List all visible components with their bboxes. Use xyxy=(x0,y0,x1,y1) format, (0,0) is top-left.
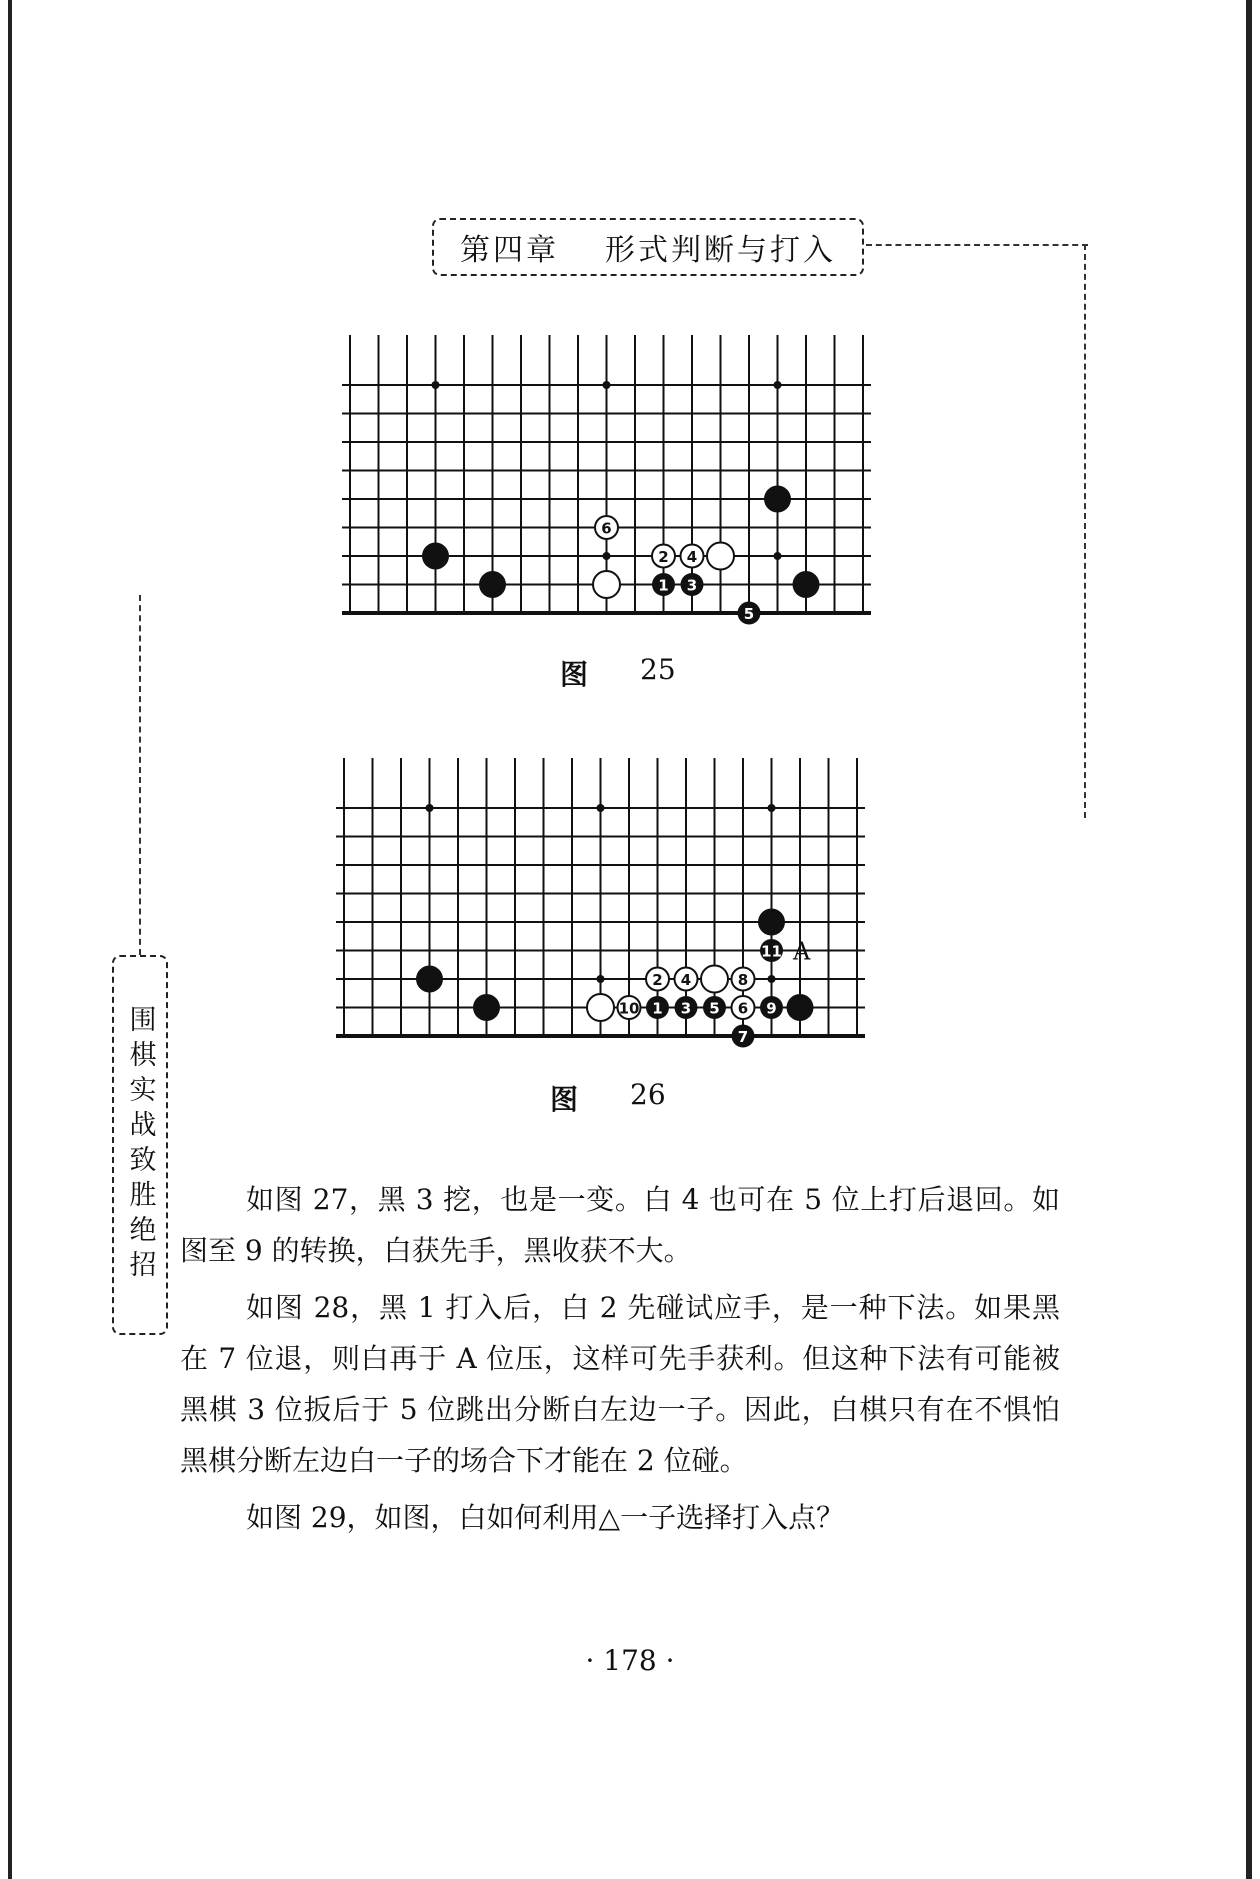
header-leader-line xyxy=(866,244,1088,246)
star-point xyxy=(432,381,440,389)
move-number: 6 xyxy=(737,999,749,1018)
white-stone xyxy=(701,966,728,993)
black-stone xyxy=(758,909,785,936)
chapter-header xyxy=(432,218,864,276)
move-number: 2 xyxy=(658,548,669,566)
paragraph: 如图 27，黑 3 挖，也是一变。白 4 也可在 5 位上打后退回。如图至 9 的转换，白获先手，黑收获不大。 xyxy=(180,1183,1060,1267)
move-number: 4 xyxy=(680,971,692,989)
black-stone xyxy=(479,571,506,598)
figure-25-caption xyxy=(560,653,676,693)
chapter-number: 第四章 xyxy=(460,233,559,268)
black-stone xyxy=(764,486,791,513)
paragraph: 如图 28，黑 1 打入后，白 2 先碰试应手，是一种下法。如果黑在 7 位退，则白再于 A 位压，这样可先手获利。但这种下法有可能被黑棋 3 位扳后于 5 位跳出分断白左边一子。因此，白棋只有在不惧怕黑棋分断左边白一子的场合下才能在 2 位碰。 xyxy=(180,1291,1060,1477)
go-board-figure-25 xyxy=(340,335,900,629)
figure-number: 26 xyxy=(630,1078,666,1111)
move-number: 4 xyxy=(686,548,698,566)
star-point xyxy=(774,552,782,560)
star-point xyxy=(774,381,782,389)
move-number: 1 xyxy=(658,576,669,595)
star-point xyxy=(768,975,776,983)
figure-label: 图 xyxy=(560,658,589,691)
star-point xyxy=(603,381,611,389)
star-point xyxy=(603,552,611,560)
move-number: 5 xyxy=(709,999,720,1018)
figure-26-caption xyxy=(550,1078,666,1118)
move-number: 11 xyxy=(761,942,782,961)
chapter-title: 形式判断与打入 xyxy=(605,233,836,268)
star-point xyxy=(426,804,434,812)
black-stone xyxy=(793,571,820,598)
white-stone xyxy=(593,571,620,598)
move-number: 7 xyxy=(737,1028,749,1046)
star-point xyxy=(768,804,776,812)
move-number: 3 xyxy=(680,999,692,1018)
side-book-title xyxy=(112,955,168,1335)
page-number: · 178 · xyxy=(585,1644,675,1677)
move-number: 6 xyxy=(601,519,612,538)
move-number: 10 xyxy=(618,999,640,1018)
move-number: 9 xyxy=(766,999,777,1018)
right-leader-line xyxy=(1084,244,1086,818)
move-number: 3 xyxy=(686,576,698,595)
move-number: 1 xyxy=(652,999,663,1018)
figure-label: 图 xyxy=(550,1083,579,1116)
white-stone xyxy=(587,994,614,1021)
paragraph: 如图 29，如图，白如何利用△一子选择打入点？ xyxy=(246,1501,845,1534)
black-stone xyxy=(416,966,443,993)
move-number: 2 xyxy=(652,971,663,989)
move-number: 5 xyxy=(743,605,755,623)
black-stone xyxy=(787,994,814,1021)
go-board-figure-26 xyxy=(334,758,900,1052)
star-point xyxy=(597,975,605,983)
side-leader-line xyxy=(139,595,141,955)
move-number: 8 xyxy=(737,971,749,989)
body-text xyxy=(180,1174,1060,1549)
figure-number: 25 xyxy=(640,653,676,686)
black-stone xyxy=(473,994,500,1021)
point-mark: A xyxy=(793,937,811,966)
star-point xyxy=(597,804,605,812)
white-stone xyxy=(707,543,734,570)
book-title: 围棋实战致胜绝招 xyxy=(124,1005,156,1285)
black-stone xyxy=(422,543,449,570)
